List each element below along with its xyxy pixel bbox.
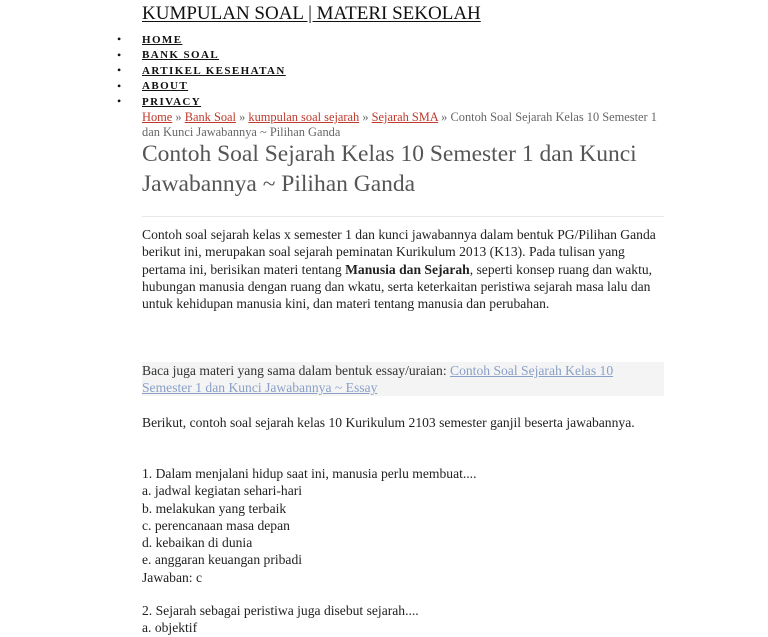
intro-paragraph: [142, 226, 664, 312]
nav-link-home[interactable]: HOME: [142, 33, 183, 46]
main-nav: [117, 32, 286, 110]
breadcrumb-separator: »: [175, 110, 182, 124]
bullet-icon: •: [117, 94, 122, 109]
title-divider: [142, 216, 664, 217]
intro-text-continued: , seperti konsep ruang dan waktu, hubungan manusia dengan ruang dan wkatu, serta keterkaitan peristiwa sejarah masa lalu dan untuk kehidupan manusia kini, dan materi tentang manusia dan perubahan.: [142, 261, 653, 312]
breadcrumb-separator: »: [362, 110, 369, 124]
question-text: 2. Sejarah sebagai peristiwa juga disebut sejarah....: [142, 603, 419, 618]
question-block: [142, 465, 664, 586]
intro-bold-text: Manusia dan Sejarah: [345, 261, 470, 277]
nav-item-privacy: [117, 94, 286, 110]
post-title: Contoh Soal Sejarah Kelas 10 Semester 1 dan Kunci Jawabannya ~ Pilihan Ganda: [142, 141, 637, 197]
answer-option: e. anggaran keuangan pribadi: [142, 552, 303, 568]
breadcrumb-sejarah-sma[interactable]: Sejarah SMA: [371, 110, 439, 124]
breadcrumb-home[interactable]: Home: [142, 110, 173, 124]
bullet-icon: •: [117, 47, 122, 62]
nav-link-privacy[interactable]: PRIVACY: [142, 95, 202, 108]
answer-option: d. kebaikan di dunia: [142, 535, 253, 551]
breadcrumb-bank-soal[interactable]: Bank Soal: [184, 110, 236, 124]
answer-option: c. perencanaan masa depan: [142, 517, 290, 533]
breadcrumb-current: Contoh Soal Sejarah Kelas 10 Semester 1 dan Kunci Jawabannya ~ Pilihan Ganda: [142, 110, 657, 139]
nav-link-artikel-kesehatan[interactable]: ARTIKEL KESEHATAN: [142, 64, 286, 77]
question-block: [142, 602, 664, 637]
answer-option: b. melakukan yang terbaik: [142, 500, 287, 516]
breadcrumb-kumpulan-soal-sejarah[interactable]: kumpulan soal sejarah: [248, 110, 360, 124]
answer-key: Jawaban: c: [142, 569, 203, 585]
nav-item-about: [117, 79, 286, 95]
nav-link-about[interactable]: ABOUT: [142, 80, 189, 93]
intro-text: Contoh soal sejarah kelas x semester 1 dan kunci jawabannya dalam bentuk PG/Pilihan Ganda berikut ini, merupakan soal sejarah peminatan Kurikulum 2013 (K13). Pada tulisan yang pertama ini, berisikan materi tentang: [142, 227, 656, 277]
nav-item-bank-soal: [117, 48, 286, 64]
site-title[interactable]: KUMPULAN SOAL | MATERI SEKOLAH: [142, 3, 481, 24]
lead-paragraph: Berikut, contoh soal sejarah kelas 10 Kurikulum 2103 semester ganjil beserta jawabannya.: [142, 415, 635, 430]
answer-option: a. jadwal kegiatan sehari-hari: [142, 483, 303, 499]
related-post-box: [142, 362, 664, 396]
bullet-icon: •: [117, 78, 122, 93]
related-post-text: Baca juga materi yang sama dalam bentuk essay/uraian:: [142, 363, 451, 378]
nav-item-artikel-kesehatan: [117, 63, 286, 79]
nav-item-home: [117, 32, 286, 48]
related-post-link[interactable]: Contoh Soal Sejarah Kelas 10 Semester 1 dan Kunci Jawabannya ~ Essay: [142, 363, 614, 395]
bullet-icon: •: [117, 63, 122, 78]
breadcrumb-separator: »: [239, 110, 246, 124]
bullet-icon: •: [117, 32, 122, 47]
question-text: 1. Dalam menjalani hidup saat ini, manusia perlu membuat....: [142, 466, 477, 481]
breadcrumb: [142, 110, 664, 140]
breadcrumb-separator: »: [441, 110, 448, 124]
nav-link-bank-soal[interactable]: BANK SOAL: [142, 49, 220, 62]
answer-option: a. objektif: [142, 620, 198, 636]
